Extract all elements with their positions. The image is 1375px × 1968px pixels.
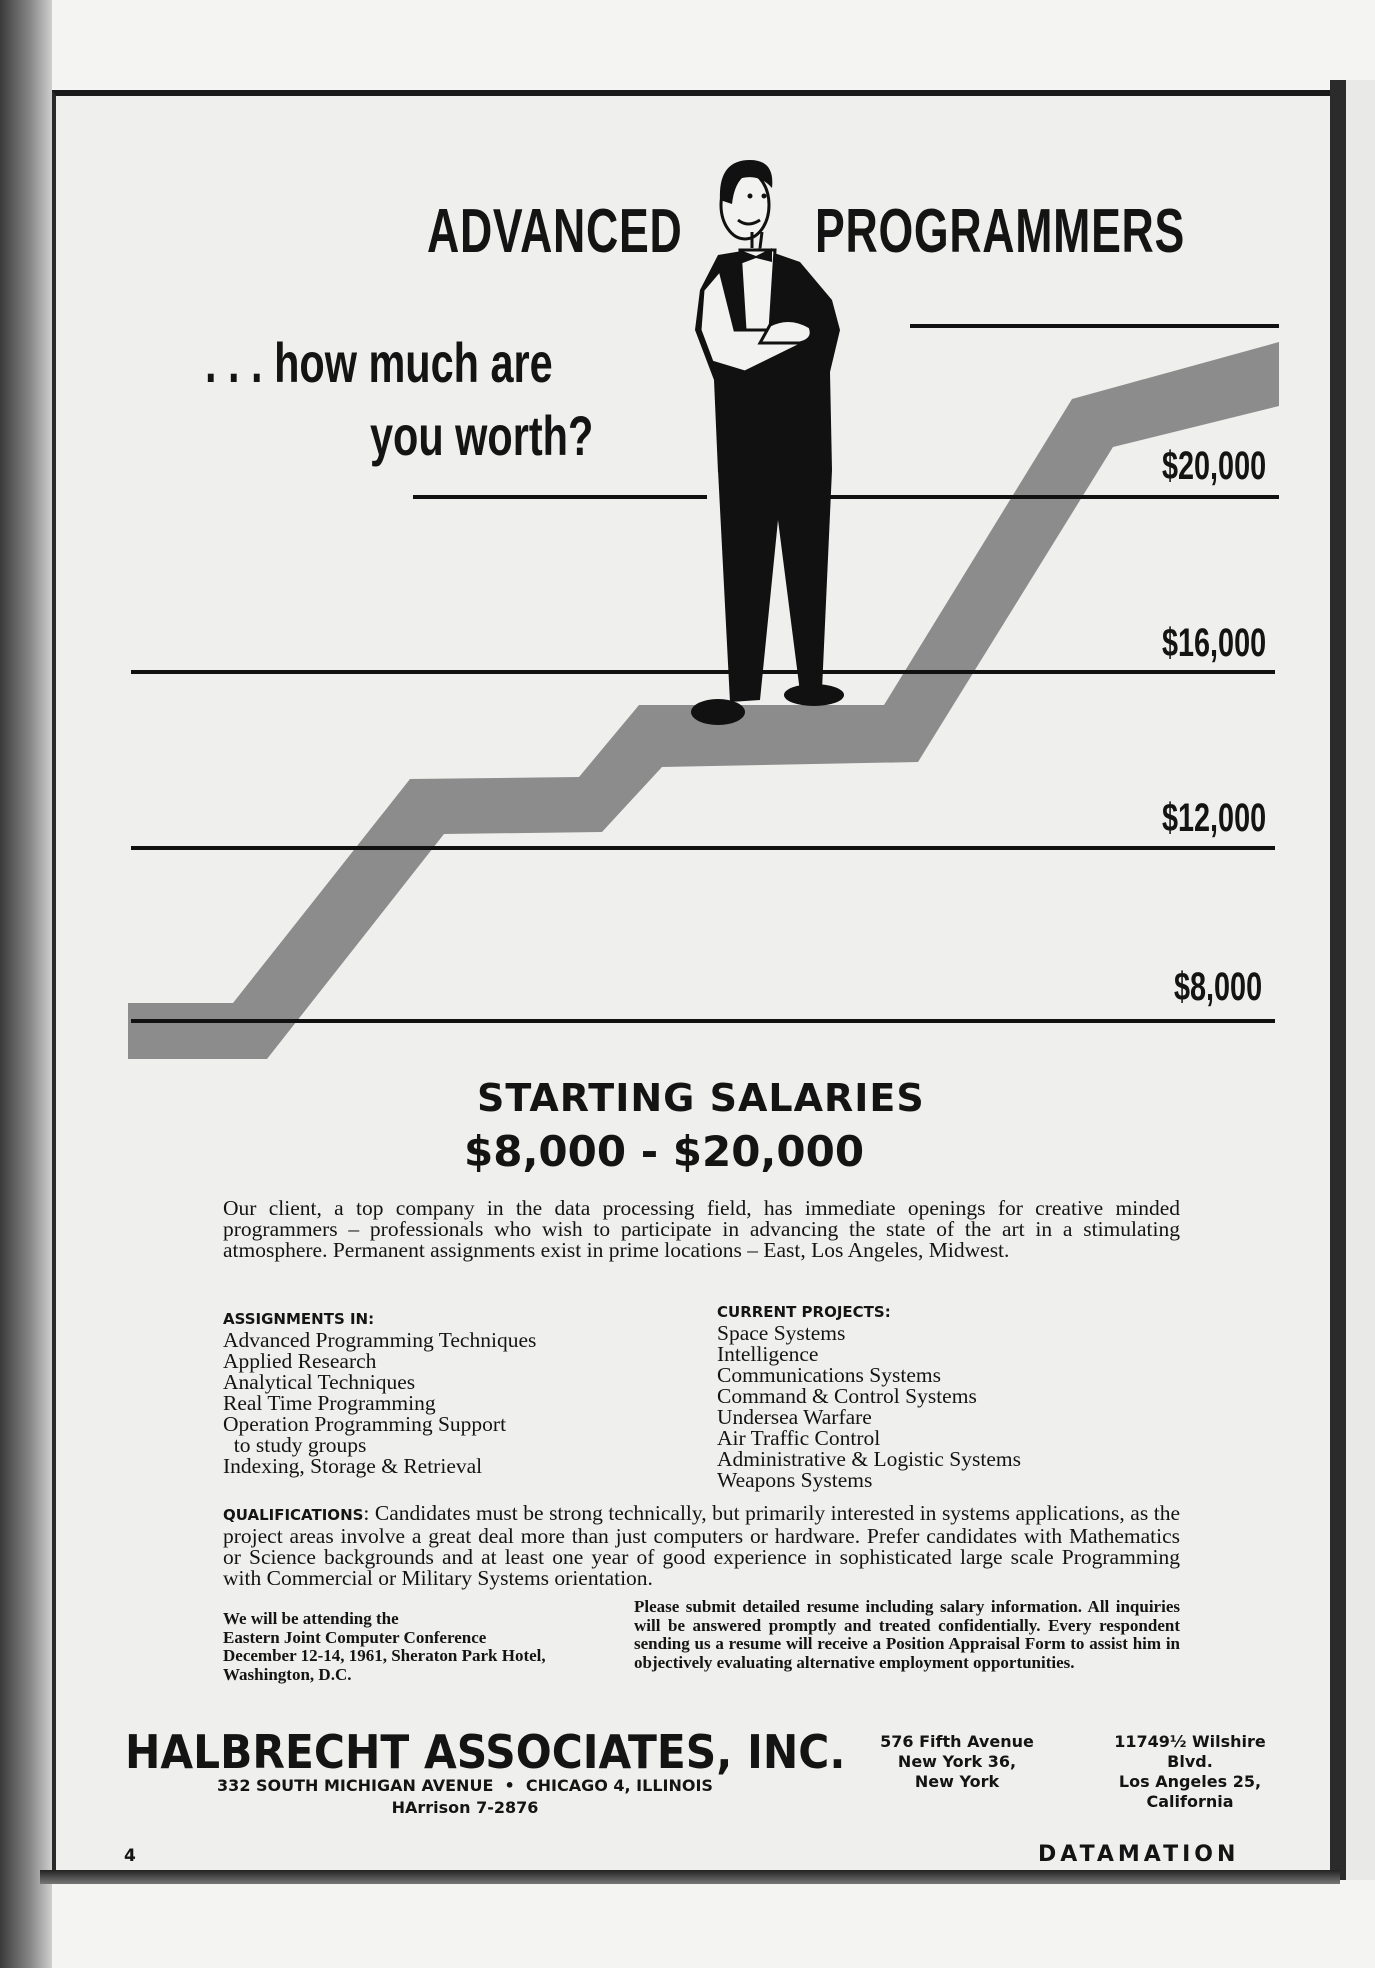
qualifications-paragraph xyxy=(223,1503,1180,1589)
list-item: Air Traffic Control xyxy=(717,1426,881,1450)
address-line: California xyxy=(1146,1792,1234,1811)
qualifications-label: QUALIFICATIONS xyxy=(223,1506,364,1524)
conference-line: We will be attending the xyxy=(223,1609,399,1628)
chicago-address: 332 SOUTH MICHIGAN AVENUE • CHICAGO 4, ILLINOIS xyxy=(217,1776,713,1795)
salary-label-16000: $16,000 xyxy=(1162,621,1267,665)
list-item: Undersea Warfare xyxy=(717,1405,872,1429)
question-line-1: . . . how much are xyxy=(205,331,553,394)
salary-label-8000: $8,000 xyxy=(1174,965,1263,1009)
los-angeles-address xyxy=(1100,1732,1280,1812)
list-item: Space Systems xyxy=(717,1321,846,1345)
list-item: Operation Programming Support xyxy=(223,1412,507,1436)
headline-advanced: ADVANCED xyxy=(427,197,683,266)
list-item: Command & Control Systems xyxy=(717,1384,977,1408)
list-item: Analytical Techniques xyxy=(223,1370,416,1394)
phone-number: HArrison 7-2876 xyxy=(391,1798,539,1817)
list-item: Indexing, Storage & Retrieval xyxy=(223,1454,483,1478)
list-item: Advanced Programming Techniques xyxy=(223,1328,537,1352)
question-line-2: you worth? xyxy=(370,404,594,467)
list-item: to study groups xyxy=(223,1433,367,1457)
starting-salaries-title: STARTING SALARIES xyxy=(477,1076,925,1120)
conference-line: Washington, D.C. xyxy=(223,1664,352,1684)
magazine-name: DATAMATION xyxy=(1038,1842,1240,1867)
address-line: New York xyxy=(914,1772,1000,1791)
intro-paragraph: Our client, a top company in the data processing field, has immediate openings for creative minded programmers – professionals who wish to participate in advancing the state of the art in a stimulating atmosphere. Permanent assignments exist in prime locations – East, Los Angeles, Midwest. xyxy=(223,1196,1180,1262)
list-item: Applied Research xyxy=(223,1349,377,1373)
address-line: 11749½ Wilshire xyxy=(1114,1732,1266,1751)
address-line: New York 36, xyxy=(897,1752,1017,1771)
salary-range: $8,000 - $20,000 xyxy=(464,1127,865,1176)
qualifications-text: : Candidates must be strong technically, but primarily interested in systems applications, as the project areas involve a great deal more than just computers or hardware. Prefer candidates with Mathematics or Science backgrounds and at least one year of good experience in sophisticated large scale Programming with Commercial or Military Systems orientation. xyxy=(223,1501,1180,1590)
address-line: Blvd. xyxy=(1167,1752,1213,1771)
salary-label-20000: $20,000 xyxy=(1162,444,1267,488)
assignments-list xyxy=(223,1309,536,1477)
projects-heading: CURRENT PROJECTS: xyxy=(717,1303,891,1321)
address-line: 576 Fifth Avenue xyxy=(880,1732,1034,1751)
list-item: Communications Systems xyxy=(717,1363,941,1387)
list-item: Intelligence xyxy=(717,1342,819,1366)
conference-line: Eastern Joint Computer Conference xyxy=(223,1627,487,1647)
salary-staircase-band xyxy=(128,342,1279,1059)
company-name: HALBRECHT ASSOCIATES, INC. xyxy=(125,1725,846,1779)
salary-label-12000: $12,000 xyxy=(1162,796,1267,840)
assignments-heading: ASSIGNMENTS IN: xyxy=(223,1310,375,1328)
projects-list xyxy=(717,1302,1021,1491)
address-line: Los Angeles 25, xyxy=(1118,1772,1262,1791)
headline-programmers: PROGRAMMERS xyxy=(815,197,1186,266)
conference-note xyxy=(223,1610,546,1684)
conference-line: December 12-14, 1961, Sheraton Park Hotel, xyxy=(223,1646,546,1665)
list-item: Real Time Programming xyxy=(223,1391,436,1415)
page-number: 4 xyxy=(124,1846,136,1866)
submit-resume-note: Please submit detailed resume including salary information. All inquiries will be answered promptly and treated confidentially. Every respondent sending us a resume will receive a Position Appraisal Form to assist him in objectively evaluating alternative employment opportunities. xyxy=(634,1597,1180,1672)
new-york-address xyxy=(862,1732,1052,1792)
list-item: Weapons Systems xyxy=(717,1468,873,1492)
list-item: Administrative & Logistic Systems xyxy=(717,1447,1021,1471)
